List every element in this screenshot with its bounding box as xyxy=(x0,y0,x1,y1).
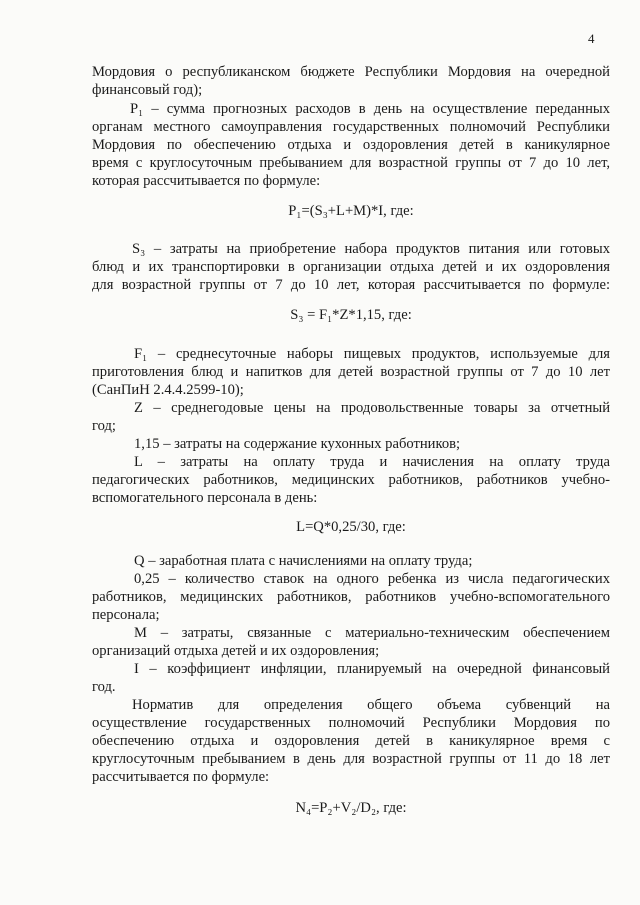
text-line: персонала; xyxy=(92,607,160,623)
text-line: L – затраты на оплату труда и начисления на оплату труда xyxy=(134,454,610,470)
text-line: Z – среднегодовые цены на продовольственные товары за отчетный xyxy=(134,400,610,416)
text-line: год. xyxy=(92,679,116,695)
page-number: 4 xyxy=(588,31,595,46)
text-line: блюд и их транспортировки в организации отдыха детей и их оздоровления xyxy=(92,259,610,275)
text-line: время с круглосуточным пребыванием для возрастной группы от 7 до 10 лет, xyxy=(92,155,610,171)
text-line: Мордовия по обеспечению отдыха и оздоровления детей в каникулярное xyxy=(92,137,610,153)
text-line: организаций отдыха детей и их оздоровления; xyxy=(92,643,380,659)
text-line: для возрастной группы от 7 до 10 лет, которая рассчитывается по формуле: xyxy=(92,277,610,293)
text-line: (СанПиН 2.4.4.2599-10); xyxy=(92,382,244,398)
text-line: обеспечению отдыха и оздоровления детей в каникулярное время с xyxy=(92,733,610,749)
text-line: вспомогательного персонала в день: xyxy=(92,490,318,506)
text-line: осуществление государственных полномочий Республики Мордовия по xyxy=(92,715,610,731)
text-line: которая рассчитывается по формуле: xyxy=(92,173,321,189)
text-line: Норматив для определения общего объема субвенций на xyxy=(132,697,610,713)
formula: S₃ = F₁*Z*1,15, где: xyxy=(290,307,412,323)
formula: L=Q*0,25/30, где: xyxy=(296,519,406,535)
text-line: 1,15 – затраты на содержание кухонных работников; xyxy=(134,436,461,452)
text-line: M – затраты, связанные с материально-техническим обеспечением xyxy=(134,625,610,641)
text-line: P₁ – сумма прогнозных расходов в день на осуществление переданных xyxy=(130,101,610,117)
text-line: I – коэффициент инфляции, планируемый на очередной финансовый xyxy=(134,661,610,677)
text-line: педагогических работников, медицинских работников, работников учебно- xyxy=(92,472,610,488)
text-line: приготовления блюд и напитков для детей возрастной группы от 7 до 10 лет xyxy=(92,364,610,380)
text-line: финансовый год); xyxy=(92,82,203,98)
text-line: Мордовия о республиканском бюджете Республики Мордовия на очередной xyxy=(92,64,610,80)
text-line: работников, медицинских работников, работников учебно-вспомогательного xyxy=(92,589,610,605)
text-line: круглосуточным пребыванием в день для возрастной группы от 11 до 18 лет xyxy=(92,751,610,767)
text-line: Q – заработная плата с начислениями на оплату труда; xyxy=(134,553,473,569)
text-line: F₁ – среднесуточные наборы пищевых продуктов, используемые для xyxy=(134,346,610,362)
text-line: год; xyxy=(92,418,116,434)
text-line: органам местного самоуправления государственных полномочий Республики xyxy=(92,119,610,135)
text-line: рассчитывается по формуле: xyxy=(92,769,270,785)
formula: P₁=(S₃+L+M)*I, где: xyxy=(288,203,414,219)
text-line: 0,25 – количество ставок на одного ребенка из числа педагогических xyxy=(134,571,610,587)
formula: N₄=P₂+V₂/D₂, где: xyxy=(295,800,407,816)
text-line: S₃ – затраты на приобретение набора продуктов питания или готовых xyxy=(132,241,610,257)
